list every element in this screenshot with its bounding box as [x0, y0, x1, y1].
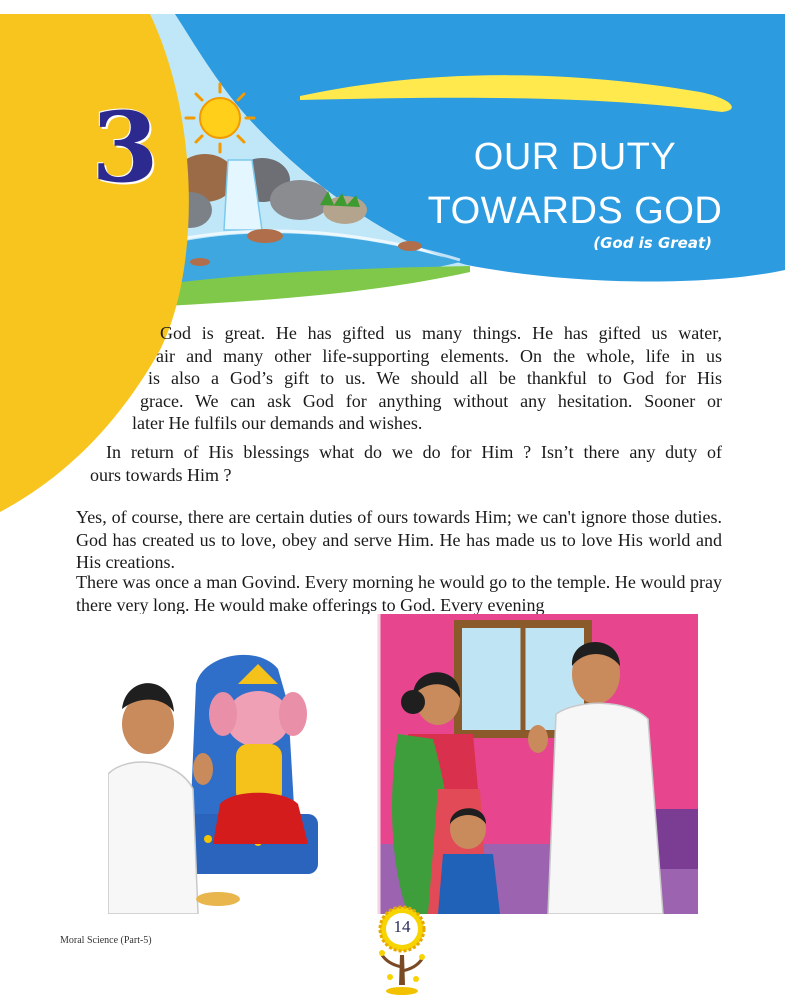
- story-illustration: [108, 614, 698, 914]
- book-label: Moral Science (Part-5): [60, 935, 152, 946]
- paragraph-line: grace. We can ask God for anything without any hesitation. Sooner or: [140, 390, 722, 411]
- paragraph-line: God is great. He has gifted us many things. He has gifted us water,: [160, 323, 722, 343]
- paragraph-line: air and many other life-supporting elements. On the whole, life in us: [156, 345, 722, 366]
- page-number: 14: [393, 917, 411, 936]
- paragraph-line: In return of His blessings what do we do for Him ? Isn’t there any duty of: [106, 442, 722, 462]
- chapter-number: 3: [91, 91, 159, 204]
- illustration-home-scene: [380, 614, 698, 914]
- chapter-title: [410, 130, 740, 252]
- chapter-title-line2: TOWARDS GOD: [427, 190, 723, 232]
- yellow-side-band: [0, 14, 189, 512]
- illustration-temple-scene: [108, 614, 378, 914]
- paragraph-govind: There was once a man Govind. Every morning he would go to the temple. He would pray there very long. He would make offerings to God. Every evening: [76, 572, 722, 615]
- paragraph-duties: Yes, of course, there are certain duties of ours towards Him; we can't ignore those duties. God has created us to love, obey and serve Him. He has made us to love His world and His creations.: [76, 507, 722, 572]
- paragraph-line: later He fulfils our demands and wishes.: [132, 413, 423, 433]
- paragraph-intro: [132, 322, 722, 435]
- chapter-subtitle: (God is Great): [593, 234, 712, 252]
- chapter-title-line1: OUR DUTY: [473, 136, 677, 178]
- paragraph-question: [90, 441, 722, 486]
- offering-plate-icon: [196, 892, 240, 906]
- paragraph-line: is also a God’s gift to us. We should all be thankful to God for His: [148, 368, 722, 388]
- paragraph-line: ours towards Him ?: [90, 464, 232, 485]
